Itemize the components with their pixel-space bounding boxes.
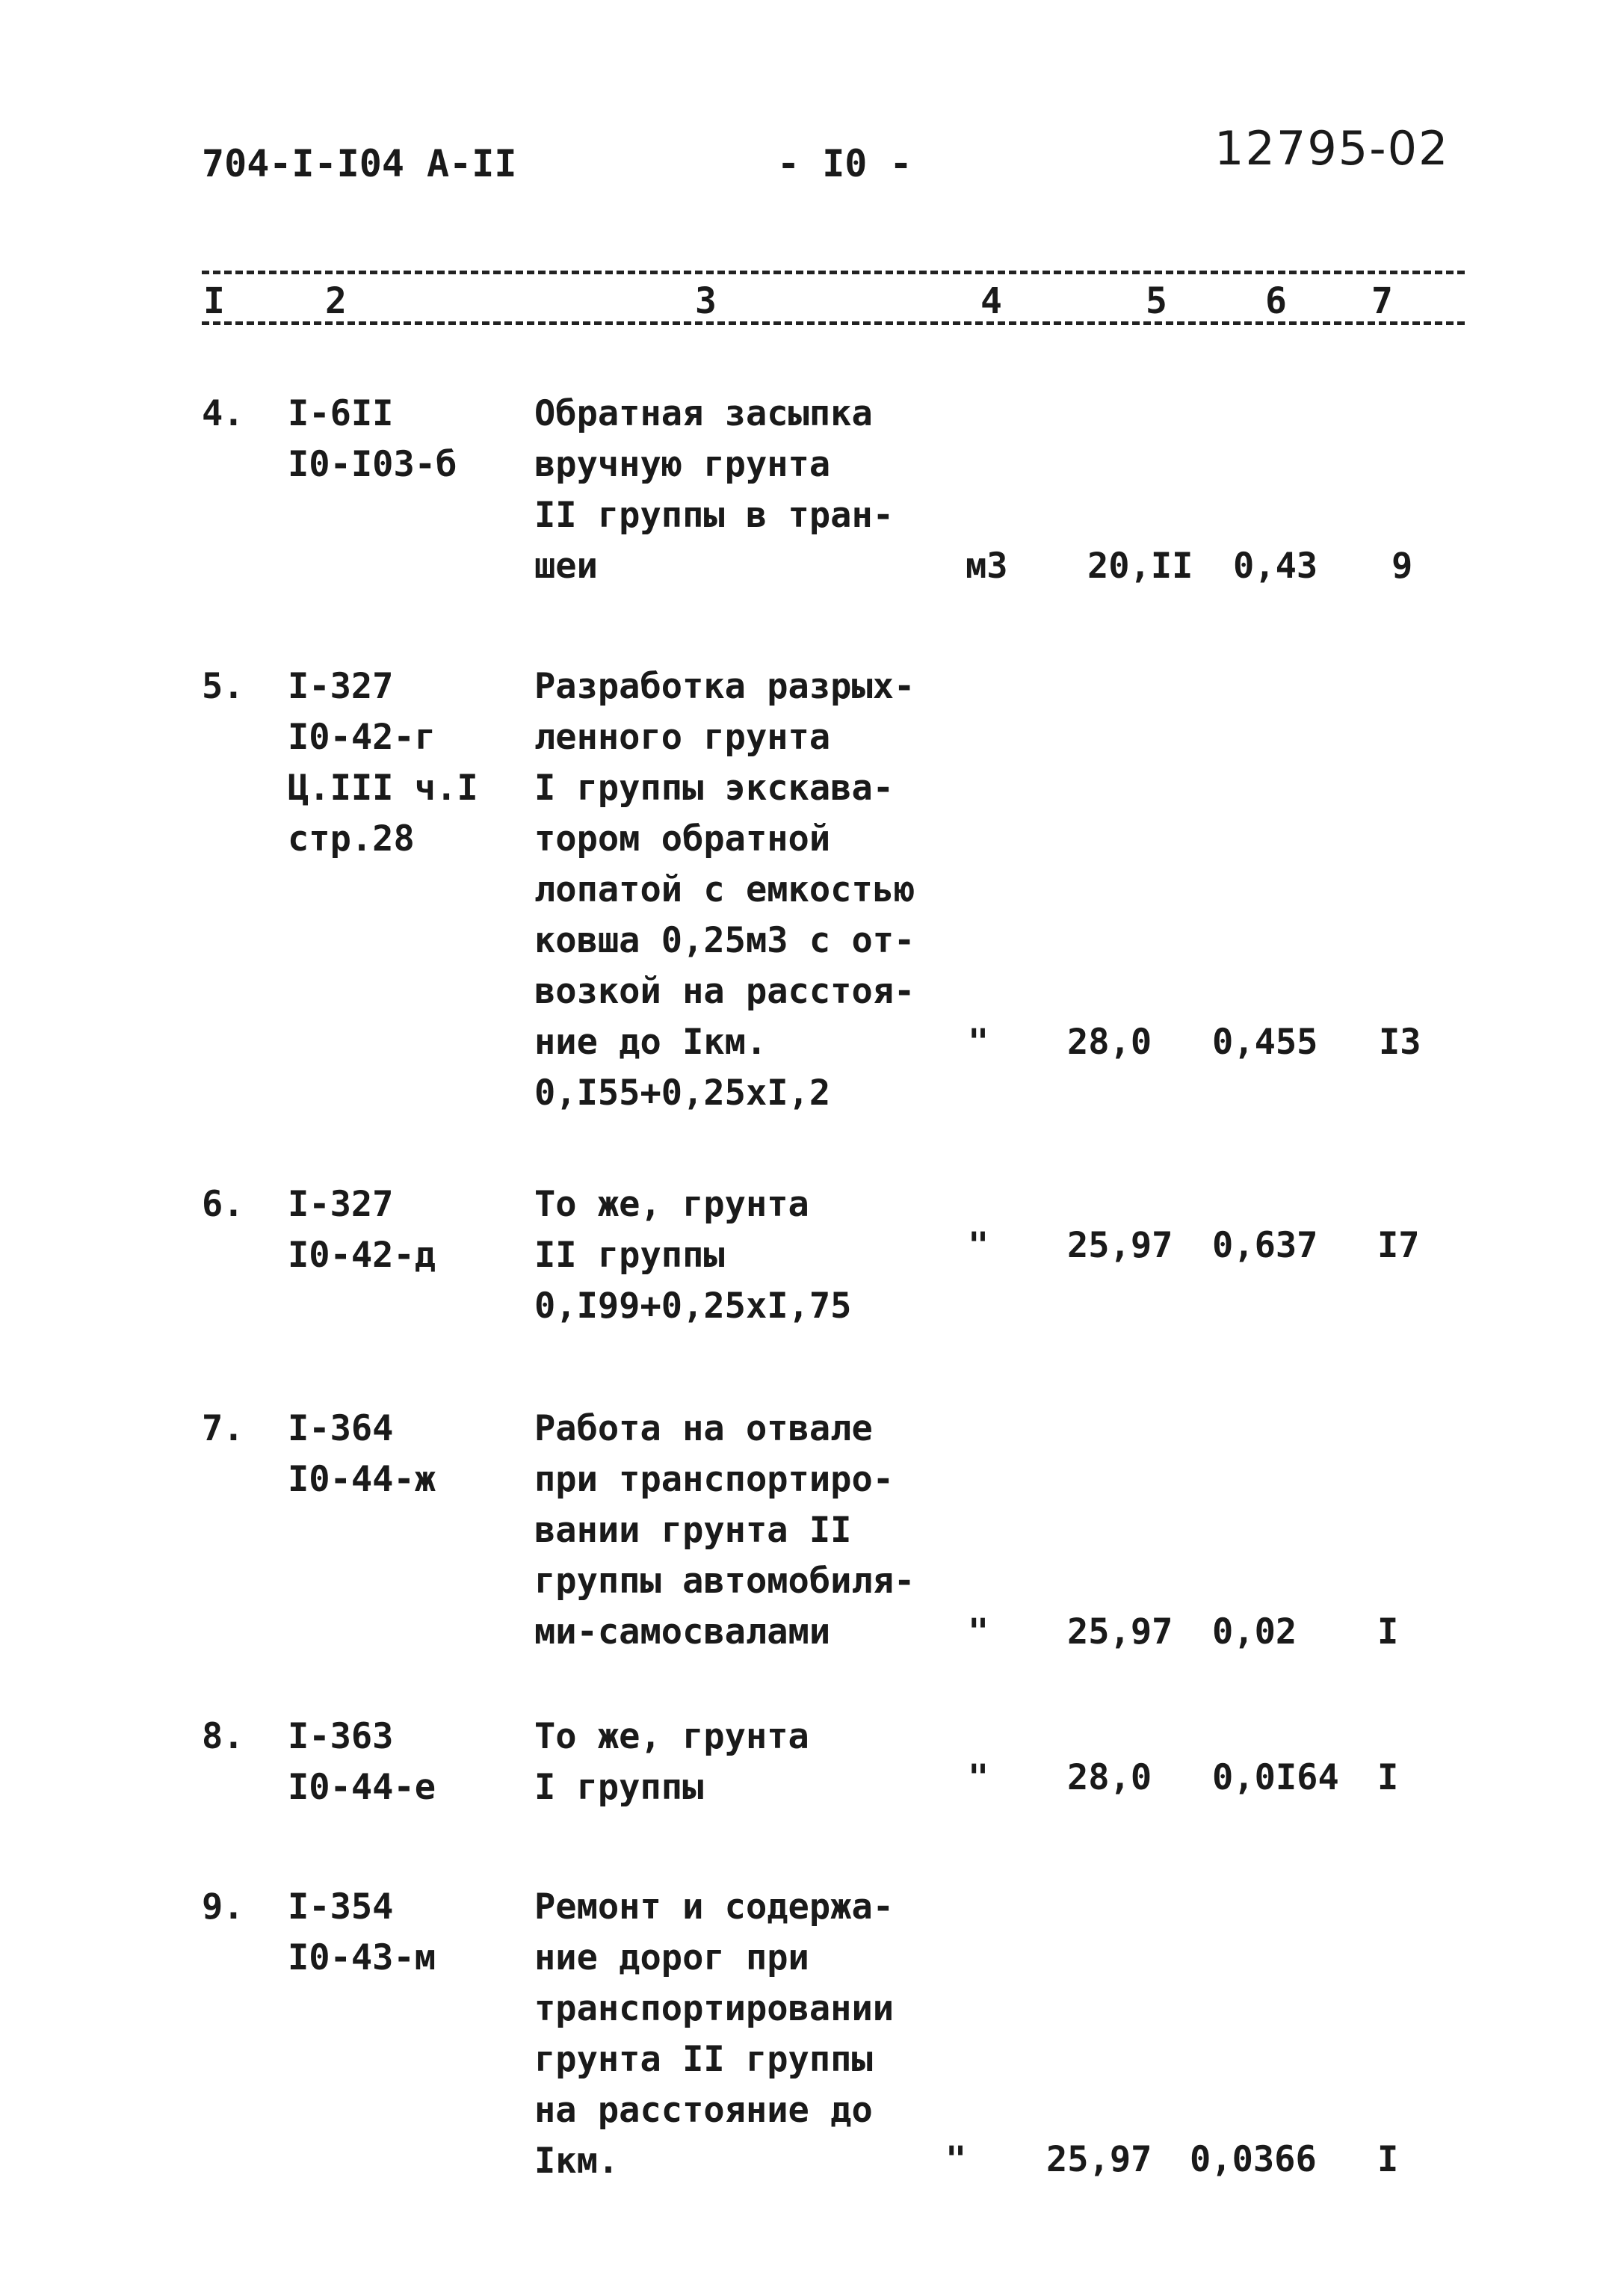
row-unit: " [945, 2139, 967, 2180]
row-code [288, 389, 457, 490]
description-line: 0,I55+0,25xI,2 [534, 1073, 831, 1114]
row-total: I3 [1379, 1022, 1421, 1063]
description-line: шеи [534, 546, 598, 587]
row-unit: " [968, 1757, 989, 1798]
code-line: I0-I03-б [288, 444, 457, 485]
column-number-5: 5 [1146, 280, 1167, 322]
row-unit: " [968, 1611, 989, 1652]
code-line: I-6II [288, 393, 394, 434]
description-line: То же, грунта [534, 1716, 809, 1757]
description-line: при транспортиро- [534, 1459, 895, 1500]
description-line: грунта II группы [534, 2039, 873, 2080]
row-total: I [1377, 1611, 1399, 1652]
column-number-2: 2 [325, 280, 347, 322]
row-number: 5. [202, 666, 244, 707]
row-unit: " [968, 1225, 989, 1266]
row-number: 9. [202, 1886, 244, 1928]
row-description [534, 1404, 915, 1658]
page-number: - I0 - [777, 142, 912, 185]
row-total: I [1377, 1757, 1399, 1798]
description-line: II группы [534, 1235, 725, 1276]
code-line: I-364 [288, 1408, 394, 1449]
row-number: 4. [202, 393, 244, 434]
row-total: I7 [1377, 1225, 1420, 1266]
row-quantity: 28,0 [1067, 1757, 1152, 1798]
description-line: тором обратной [534, 818, 831, 860]
code-line: I-354 [288, 1886, 394, 1928]
code-line: I0-42-д [288, 1235, 436, 1276]
row-norm: 0,0366 [1190, 2139, 1317, 2180]
code-line: I0-44-ж [288, 1459, 436, 1500]
row-quantity: 25,97 [1067, 1225, 1173, 1266]
description-line: Iкм. [534, 2141, 620, 2182]
description-line: Разработка разрых- [534, 666, 915, 707]
description-line: Работа на отвале [534, 1408, 873, 1449]
row-code [288, 661, 478, 865]
description-line: на расстояние до [534, 2090, 873, 2131]
column-number-7: 7 [1371, 280, 1393, 322]
row-description [534, 1179, 851, 1332]
code-line: I-327 [288, 1184, 394, 1225]
row-quantity: 20,II [1087, 546, 1193, 587]
description-line: ние до Iкм. [534, 1022, 767, 1063]
column-number-4: 4 [980, 280, 1002, 322]
code-line: Ц.III ч.I [288, 768, 478, 809]
row-total: I [1377, 2139, 1399, 2180]
row-norm: 0,02 [1212, 1611, 1297, 1652]
row-number: 8. [202, 1716, 244, 1757]
description-line: ми-самосвалами [534, 1611, 831, 1652]
row-code [288, 1882, 436, 1984]
code-line: I0-42-г [288, 717, 436, 758]
description-line: ние дорог при [534, 1937, 809, 1978]
description-line: ленного грунта [534, 717, 831, 758]
description-line: 0,I99+0,25xI,75 [534, 1286, 852, 1327]
row-number: 7. [202, 1408, 244, 1449]
row-quantity: 25,97 [1046, 2139, 1152, 2180]
description-line: I группы [534, 1767, 704, 1808]
code-line: I0-43-м [288, 1937, 436, 1978]
description-line: вании грунта II [534, 1510, 852, 1551]
column-number-1: I [203, 280, 225, 322]
description-line: II группы в тран- [534, 495, 895, 536]
description-line: вручную грунта [534, 444, 831, 485]
document-code: 704-I-I04 А-II [202, 142, 517, 185]
description-line: Обратная засыпка [534, 393, 873, 434]
description-line: Ремонт и содержа- [534, 1886, 895, 1928]
column-number-6: 6 [1265, 280, 1287, 322]
row-unit: м3 [966, 546, 1008, 587]
registration-number: 12795-02 [1214, 121, 1450, 176]
code-line: I-327 [288, 666, 394, 707]
row-unit: " [968, 1022, 989, 1063]
row-description [534, 661, 915, 1119]
description-line: ковша 0,25м3 с от- [534, 920, 915, 961]
description-line: I группы экскава- [534, 768, 895, 809]
description-line: транспортировании [534, 1988, 895, 2029]
row-code [288, 1712, 436, 1813]
description-line: То же, грунта [534, 1184, 809, 1225]
code-line: стр.28 [288, 818, 415, 860]
code-line: I-363 [288, 1716, 394, 1757]
code-line: I0-44-е [288, 1767, 436, 1808]
description-line: группы автомобиля- [534, 1561, 915, 1602]
row-quantity: 25,97 [1067, 1611, 1173, 1652]
row-code [288, 1404, 436, 1505]
header-rule-top [202, 271, 1465, 274]
row-norm: 0,0I64 [1212, 1757, 1339, 1798]
description-line: лопатой с емкостью [534, 869, 915, 910]
row-total: 9 [1391, 546, 1413, 587]
row-description [534, 1712, 809, 1813]
row-norm: 0,455 [1212, 1022, 1318, 1063]
row-code [288, 1179, 436, 1281]
row-norm: 0,637 [1212, 1225, 1318, 1266]
description-line: возкой на расстоя- [534, 971, 915, 1012]
row-description [534, 389, 894, 592]
column-number-3: 3 [695, 280, 717, 322]
row-quantity: 28,0 [1067, 1022, 1152, 1063]
row-number: 6. [202, 1184, 244, 1225]
row-description [534, 1882, 894, 2187]
row-norm: 0,43 [1233, 546, 1318, 587]
